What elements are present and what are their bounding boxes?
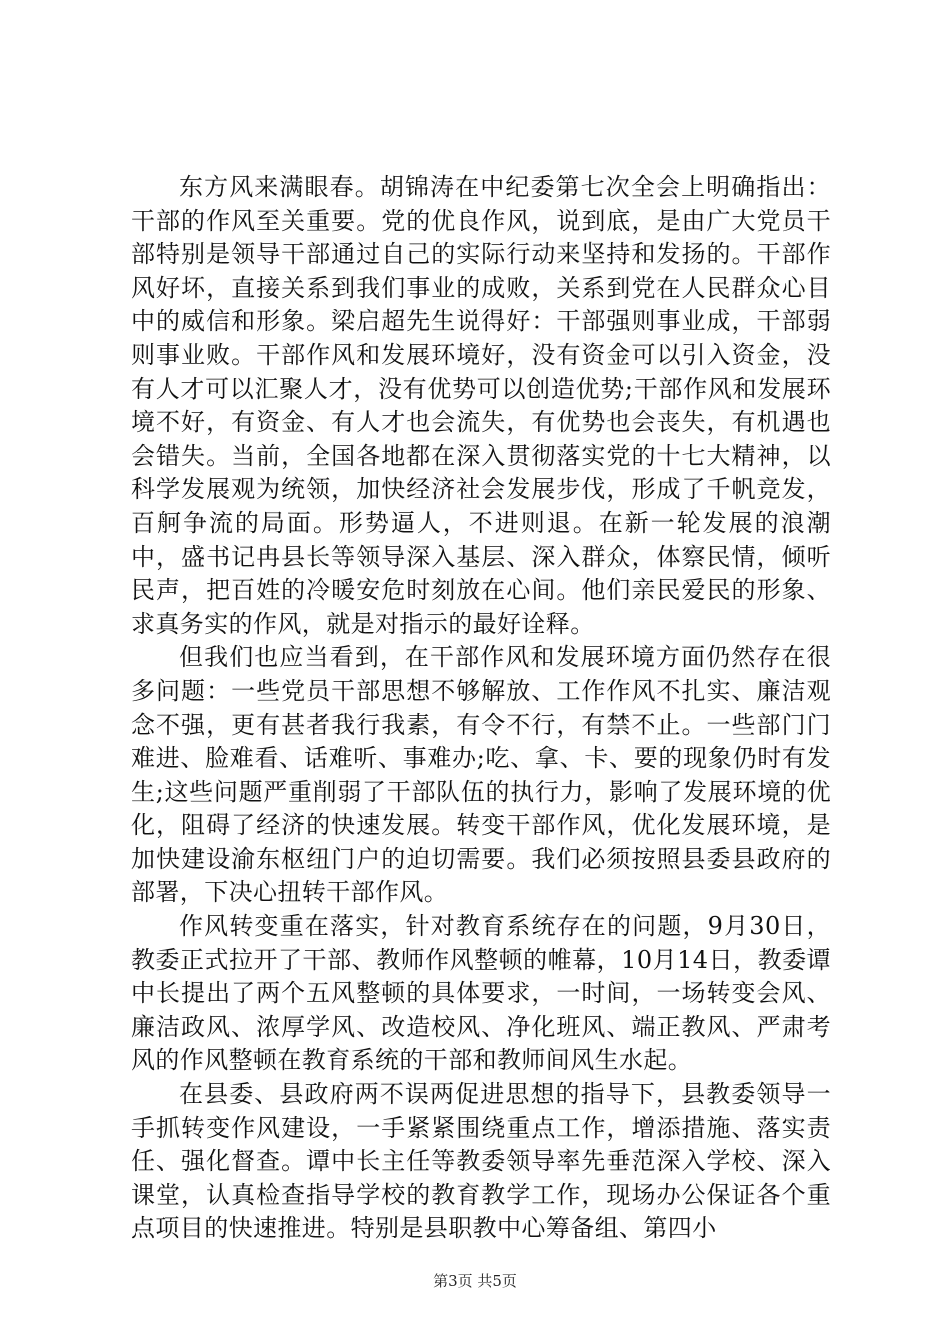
document-body: [131, 171, 831, 1246]
page-number-footer: 第3页 共5页: [433, 1272, 517, 1290]
paragraph-2: 但我们也应当看到，在干部作风和发展环境方面仍然存在很多问题：一些党员干部思想不够解放、工作作风不扎实、廉洁观念不强，更有甚者我行我素，有令不行，有禁不止。一些部门门难进、脸难看、话难听、事难办;吃、拿、卡、要的现象仍时有发生;这些问题严重削弱了干部队伍的执行力，影响了发展环境的优化，阻碍了经济的快速发展。转变干部作风，优化发展环境，是加快建设渝东枢纽门户的迫切需要。我们必须按照县委县政府的部署，下决心扭转干部作风。: [131, 643, 831, 907]
paragraph-3: 作风转变重在落实，针对教育系统存在的问题，9月30日，教委正式拉开了干部、教师作风整顿的帷幕，10月14日，教委谭中长提出了两个五风整顿的具体要求，一时间，一场转变会风、廉洁政风、浓厚学风、改造校风、净化班风、端正教风、严肃考风的作风整顿在教育系统的干部和教师间风生水起。: [131, 912, 831, 1075]
paragraph-1: 东方风来满眼春。胡锦涛在中纪委第七次全会上明确指出：干部的作风至关重要。党的优良作风，说到底，是由广大党员干部特别是领导干部通过自己的实际行动来坚持和发扬的。干部作风好坏，直接关系到我们事业的成败，关系到党在人民群众心目中的威信和形象。梁启超先生说得好：干部强则事业成，干部弱则事业败。干部作风和发展环境好，没有资金可以引入资金，没有人才可以汇聚人才，没有优势可以创造优势;干部作风和发展环境不好，有资金、有人才也会流失，有优势也会丧失，有机遇也会错失。当前，全国各地都在深入贯彻落实党的十七大精神，以科学发展观为统领，加快经济社会发展步伐，形成了千帆竞发，百舸争流的局面。形势逼人，不进则退。在新一轮发展的浪潮中，盛书记冉县长等领导深入基层、深入群众，体察民情，倾听民声，把百姓的冷暖安危时刻放在心间。他们亲民爱民的形象、求真务实的作风，就是对指示的最好诠释。: [131, 173, 831, 638]
paragraph-4: 在县委、县政府两不误两促进思想的指导下，县教委领导一手抓转变作风建设，一手紧紧围绕重点工作，增添措施、落实责任、强化督查。谭中长主任等教委领导率先垂范深入学校、深入课堂，认真检查指导学校的教育教学工作，现场办公保证各个重点项目的快速推进。特别是县职教中心筹备组、第四小: [131, 1080, 831, 1243]
